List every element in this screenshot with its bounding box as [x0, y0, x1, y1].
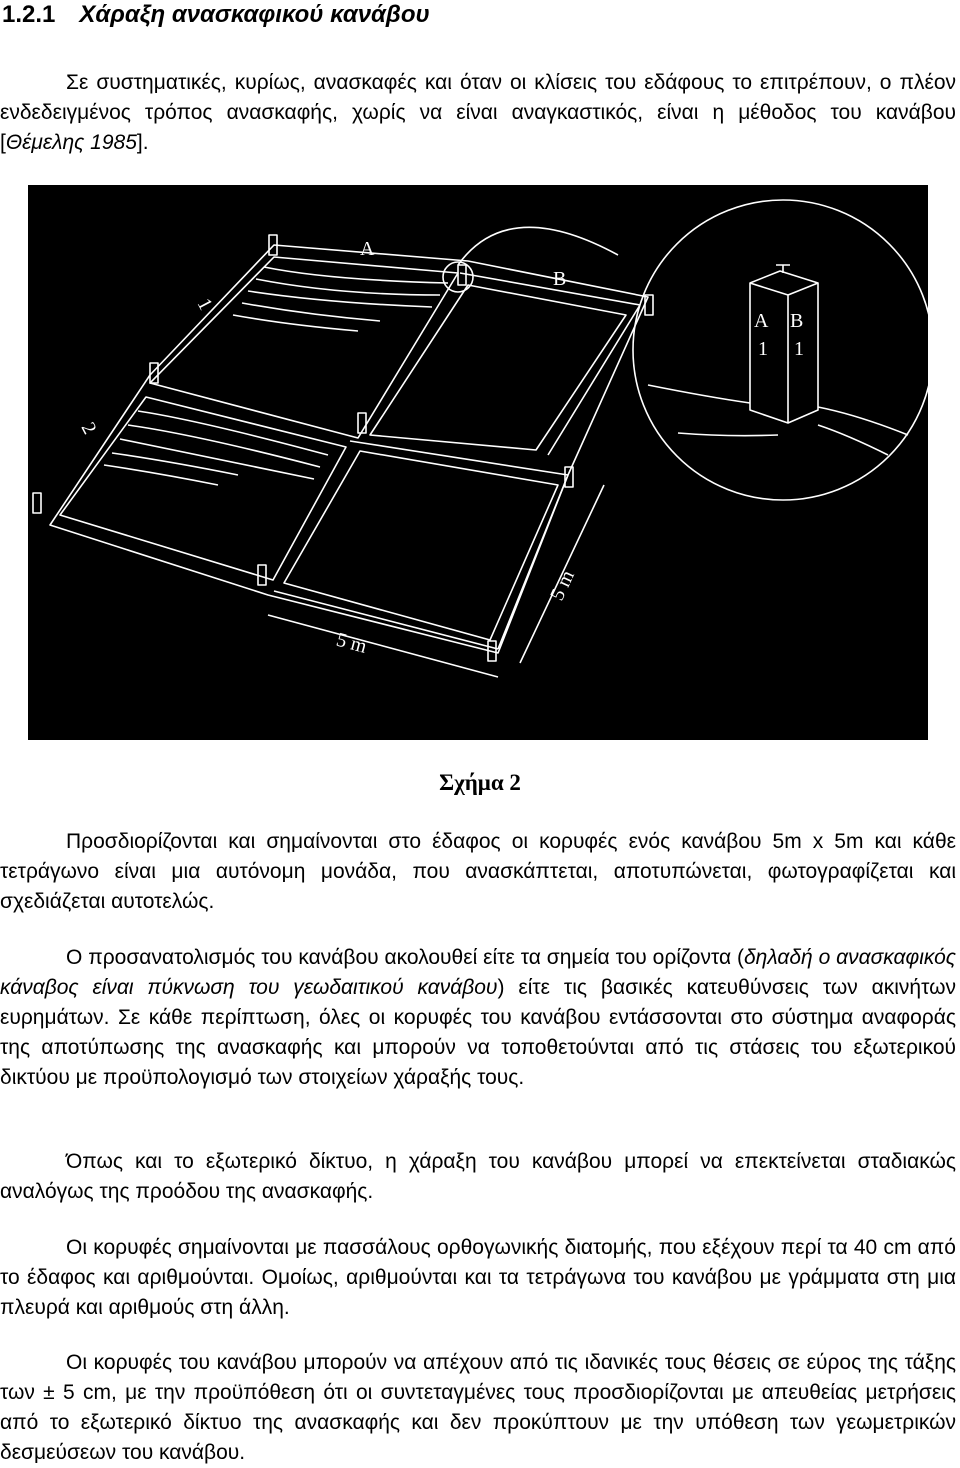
dimension-label-bottom: 5 m [333, 628, 370, 658]
section-number: 1.2.1 [2, 1, 56, 28]
label-col-a: Α [360, 238, 375, 260]
paragraph-4: Οι κορυφές σημαίνονται με πασσάλους ορθογωνικής διατομής, που εξέχουν περί τα 40 cm από το έδαφος και αριθμούνται. Ομοίως, αριθμούνται και τα τετράγωνα του κανάβου με γράμματα στη μια πλευρά και αριθμούς στη άλλη. [0, 1236, 956, 1319]
intro-text: Σε συστηματικές, κυρίως, ανασκαφές και όταν οι κλίσεις του εδάφους το επιτρέπουν, ο πλέον ενδεδειγμένος τρόπος ανασκαφής, χωρίς να είναι αναγκαστικός, είναι η μέθοδος του κανάβου [ [0, 71, 956, 154]
detail-leader-line [458, 227, 618, 265]
trench-A2-section-2 [104, 453, 238, 485]
stake-marker [458, 265, 466, 285]
figure-caption: Σχήμα 2 [439, 770, 521, 795]
label-row-2: 2 [76, 418, 101, 438]
stake-label-b: Β [790, 310, 804, 332]
label-col-b: Β [553, 268, 567, 290]
trench-A1-outline [150, 257, 458, 438]
paragraph-2-italic: δηλαδή ο ανασκαφικός κάναβος είναι πύκνωση του γεωδαιτικού κανάβου [0, 946, 956, 999]
intro-paragraph [0, 68, 956, 158]
stake-number-b: 1 [794, 338, 804, 360]
stake-marker [33, 493, 41, 513]
stake-number-a: 1 [758, 338, 768, 360]
trench-A1-section-2 [233, 303, 380, 331]
stake-marker [565, 467, 573, 487]
label-row-1: 1 [192, 294, 217, 314]
stake-marker [645, 295, 653, 315]
section-title: Χάραξη ανασκαφικού κανάβου [79, 1, 430, 28]
paragraph-3: Όπως και το εξωτερικό δίκτυο, η χάραξη του κανάβου μπορεί να επεκτείνεται σταδιακώς αναλόγως της προόδου της ανασκαφής. [0, 1150, 956, 1203]
stake-label-a: Α [754, 310, 769, 332]
trench-A1-section-1 [248, 267, 448, 307]
excavation-grid-figure [28, 185, 928, 740]
detail-magnifier-circle [633, 200, 928, 500]
paragraph-2-end: ) είτε τις βασικές κατευθύνσεις των ακινήτων ευρημάτων. Σε κάθε περίπτωση, όλες οι κορυφές του κανάβου εντάσσονται στο σύστημα αναφοράς της αποτύπωσης της ανασκαφής και μπορούν να τοποθετούνται από τις στάσεις του εξωτερικού δικτύου με προϋπολογισμό των στοιχείων χάραξής τους. [0, 976, 956, 1089]
grid-drawing [28, 185, 928, 740]
section-heading [2, 0, 430, 30]
trench-B2-outline [284, 451, 558, 640]
paragraph-1: Προσδιορίζονται και σημαίνονται στο έδαφος οι κορυφές ενός κανάβου 5m x 5m και κάθε τετράγωνο είναι μια αυτόνομη μονάδα, που ανασκάπτεται, αποτυπώνεται, φωτογραφίζεται και σχεδιάζεται αυτοτελώς. [0, 830, 956, 913]
trench-B1-outline [370, 285, 626, 450]
paragraph-2 [0, 943, 956, 1093]
dimension-label-right: 5 m [546, 567, 579, 604]
paragraph-2-start: Ο προσανατολισμός του κανάβου ακολουθεί είτε τα σημεία του ορίζοντα ( [66, 946, 744, 969]
intro-end: ]. [136, 131, 149, 154]
paragraph-5: Οι κορυφές του κανάβου μπορούν να απέχουν από τις ιδανικές τους θέσεις σε εύρος της τάξης των ± 5 cm, με την προϋπόθεση ότι οι συντεταγμένες τους προσδιορίζονται με απευθείας μετρήσεις από το εξωτερικό δίκτυο της ανασκαφής και δεν προκύπτουν με την υπόθεση των γεωμετρικών δεσμεύσεων του κανάβου. [0, 1351, 956, 1464]
intro-citation: Θέμελης 1985 [5, 131, 137, 154]
